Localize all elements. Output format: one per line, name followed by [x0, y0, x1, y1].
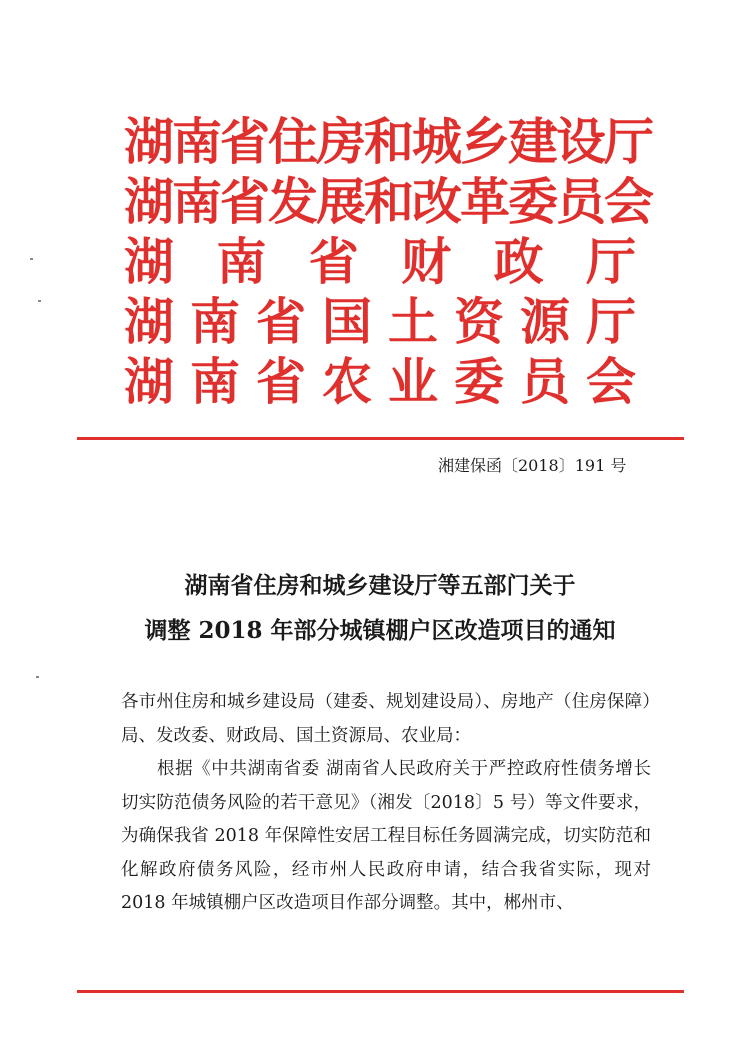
letterhead-char: 省 — [256, 353, 306, 411]
scan-artifact — [36, 676, 39, 678]
letterhead — [124, 112, 652, 412]
document-title — [100, 563, 660, 653]
document-number: 湘建保函〔2018〕191 号 — [438, 456, 627, 475]
letterhead-char: 湖 — [124, 293, 174, 351]
letterhead-char: 委 — [454, 353, 504, 411]
letterhead-char: 湖 — [124, 353, 174, 411]
letterhead-char: 省 — [256, 293, 306, 351]
letterhead-line-2: 湖南省发展和改革委员会 — [124, 173, 652, 231]
letterhead-line-3 — [124, 232, 636, 292]
letterhead-char: 南 — [216, 233, 267, 291]
letterhead-char: 湖 — [124, 233, 174, 291]
scan-artifact — [30, 258, 33, 260]
letterhead-char: 南 — [190, 353, 240, 411]
title-line-2: 调整 2018 年部分城镇棚户区改造项目的通知 — [144, 617, 616, 644]
letterhead-char: 员 — [520, 353, 570, 411]
letterhead-char: 厅 — [586, 293, 636, 351]
letterhead-char: 资 — [454, 293, 504, 351]
letterhead-char: 土 — [388, 293, 438, 351]
letterhead-char: 省 — [308, 233, 359, 291]
letterhead-line-1: 湖南省住房和城乡建设厅 — [124, 113, 652, 171]
footer-divider — [77, 990, 684, 993]
letterhead-char: 农 — [322, 353, 372, 411]
letterhead-char: 财 — [401, 233, 452, 291]
letterhead-divider — [77, 437, 684, 440]
letterhead-char: 源 — [520, 293, 570, 351]
letterhead-line-5 — [124, 352, 636, 412]
letterhead-line-4 — [124, 292, 636, 352]
letterhead-char: 南 — [190, 293, 240, 351]
title-line-1: 湖南省住房和城乡建设厅等五部门关于 — [184, 572, 576, 599]
scan-artifact — [38, 300, 41, 302]
letterhead-char: 国 — [322, 293, 372, 351]
letterhead-char: 政 — [493, 233, 544, 291]
body-paragraph-1: 根据《中共湖南省委 湖南省人民政府关于严控政府性债务增长切实防范债务风险的若干意见》（湘发〔2018〕5 号）等文件要求，为确保我省 2018 年保障性安居工程目标任务圆满完成，切实防范和化解政府债务风险，经市州人民政府申请，结合我省实际，现对 2018 年城镇棚户区改造项目作部分调整。其中，郴州市、 — [121, 759, 651, 913]
recipients-paragraph: 各市州住房和城乡建设局（建委、规划建设局）、房地产（住房保障）局、发改委、财政局、国土资源局、农业局： — [121, 692, 651, 746]
letterhead-char: 业 — [388, 353, 438, 411]
letterhead-char: 厅 — [585, 233, 636, 291]
letterhead-char: 会 — [586, 353, 636, 411]
document-body — [121, 686, 651, 921]
